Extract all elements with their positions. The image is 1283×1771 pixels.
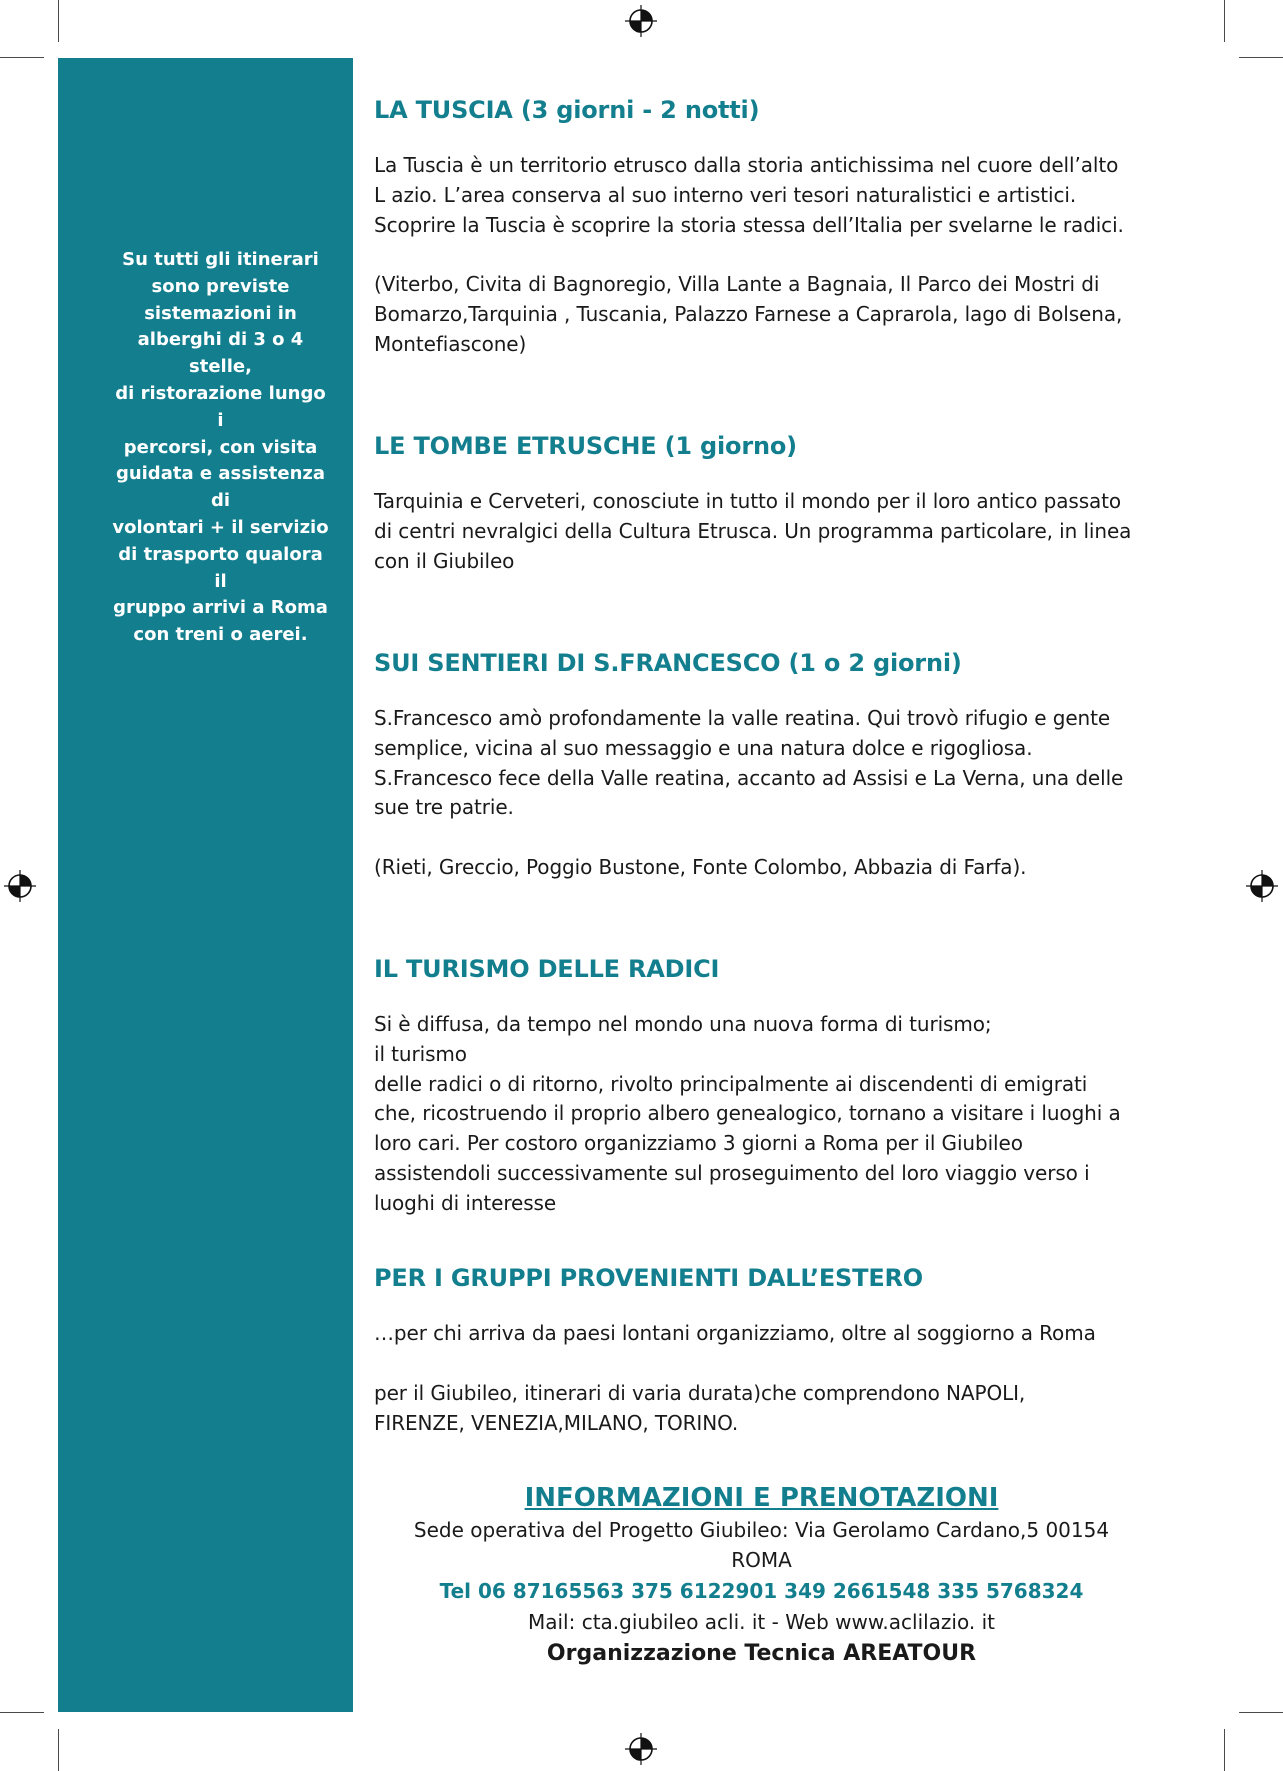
section-paragraph: S.Francesco amò profondamente la valle reatina. Qui trovò rifugio e gente semplice, vicina al suo messaggio e una natura dolce e rigogliosa. S.Francesco fece della Valle reatina, accanto ad Assisi e La Verna, una delle sue tre patrie.	[374, 706, 1124, 820]
info-mail-web: Mail: cta.giubileo acli. it - Web www.aclilazio. it	[527, 1610, 995, 1634]
sidebar-panel	[58, 58, 353, 1712]
section-paragraph: per il Giubileo, itinerari di varia durata)che comprendono NAPOLI, FIRENZE, VENEZIA,MILANO, TORINO.	[374, 1380, 1026, 1435]
section-sentieri-francesco	[374, 647, 1149, 883]
section-title: LE TOMBE ETRUSCHE (1 giorno)	[374, 432, 797, 460]
section-title: PER I GRUPPI PROVENIENTI DALL’ESTERO	[374, 1264, 923, 1292]
registration-mark-icon	[625, 1733, 657, 1765]
crop-mark-icon	[0, 1712, 44, 1713]
section-title: LA TUSCIA (3 giorni - 2 notti)	[374, 96, 760, 124]
section-paragraph: Tarquinia e Cerveteri, conosciute in tutto il mondo per il loro antico passato di centri nevralgici della Cultura Etrusca. Un programma particolare, in linea con il Giubileo	[374, 489, 1132, 573]
crop-mark-icon	[1239, 57, 1283, 58]
section-title: SUI SENTIERI DI S.FRANCESCO (1 o 2 giorni)	[374, 649, 962, 677]
crop-mark-icon	[1224, 0, 1225, 42]
section-paragraph: (Viterbo, Civita di Bagnoregio, Villa Lante a Bagnaia, Il Parco dei Mostri di Bomarzo,Tarquinia , Tuscania, Palazzo Farnese a Caprarola, lago di Bolsena, Montefiascone)	[374, 272, 1123, 356]
crop-mark-icon	[1239, 1712, 1283, 1713]
section-paragraph: …per chi arriva da paesi lontani organizziamo, oltre al soggiorno a Roma	[374, 1321, 1096, 1345]
section-title: IL TURISMO DELLE RADICI	[374, 955, 720, 983]
info-organization: Organizzazione Tecnica AREATOUR	[546, 1641, 977, 1666]
crop-mark-icon	[0, 57, 44, 58]
crop-mark-icon	[58, 1729, 59, 1771]
info-block	[374, 1481, 1149, 1671]
section-tombe-etrusche	[374, 430, 1149, 576]
section-paragraph: Si è diffusa, da tempo nel mondo una nuova forma di turismo; il turismo delle radici o di ritorno, rivolto principalmente ai discendenti di emigrati che, ricostruendo il proprio albero genealogico, tornano a visitare i luoghi a loro cari. Per costoro organizziamo 3 giorni a Roma per il Giubileo assistendoli successivamente sul proseguimento del loro viaggio verso i luoghi di interesse	[374, 1012, 1121, 1215]
section-tuscia	[374, 94, 1149, 360]
registration-mark-icon	[4, 870, 36, 902]
info-address: Sede operativa del Progetto Giubileo: Via Gerolamo Cardano,5 00154 ROMA	[413, 1518, 1110, 1572]
registration-mark-icon	[1246, 870, 1278, 902]
info-title: INFORMAZIONI E PRENOTAZIONI	[524, 1483, 999, 1513]
section-turismo-radici	[374, 953, 1149, 1219]
registration-mark-icon	[625, 5, 657, 37]
sidebar-text: Su tutti gli itinerari sono previste sistemazioni in alberghi di 3 o 4 stelle, di ristorazione lungo i percorsi, con visita guidata e assistenza di volontari + il servizio di trasporto qualora il gruppo arrivi a Roma con treni o aerei.	[112, 249, 329, 646]
section-gruppi-estero	[374, 1262, 1149, 1438]
section-paragraph: (Rieti, Greccio, Poggio Bustone, Fonte Colombo, Abbazia di Farfa).	[374, 855, 1027, 880]
section-paragraph: La Tuscia è un territorio etrusco dalla storia antichissima nel cuore dell’alto L azio. L’area conserva al suo interno veri tesori naturalistici e artistici. Scoprire la Tuscia è scoprire la storia stessa dell’Italia per svelarne le radici.	[374, 153, 1124, 237]
info-phone: Tel 06 87165563 375 6122901 349 2661548 335 5768324	[439, 1579, 1084, 1603]
crop-mark-icon	[58, 0, 59, 42]
crop-mark-icon	[1224, 1729, 1225, 1771]
